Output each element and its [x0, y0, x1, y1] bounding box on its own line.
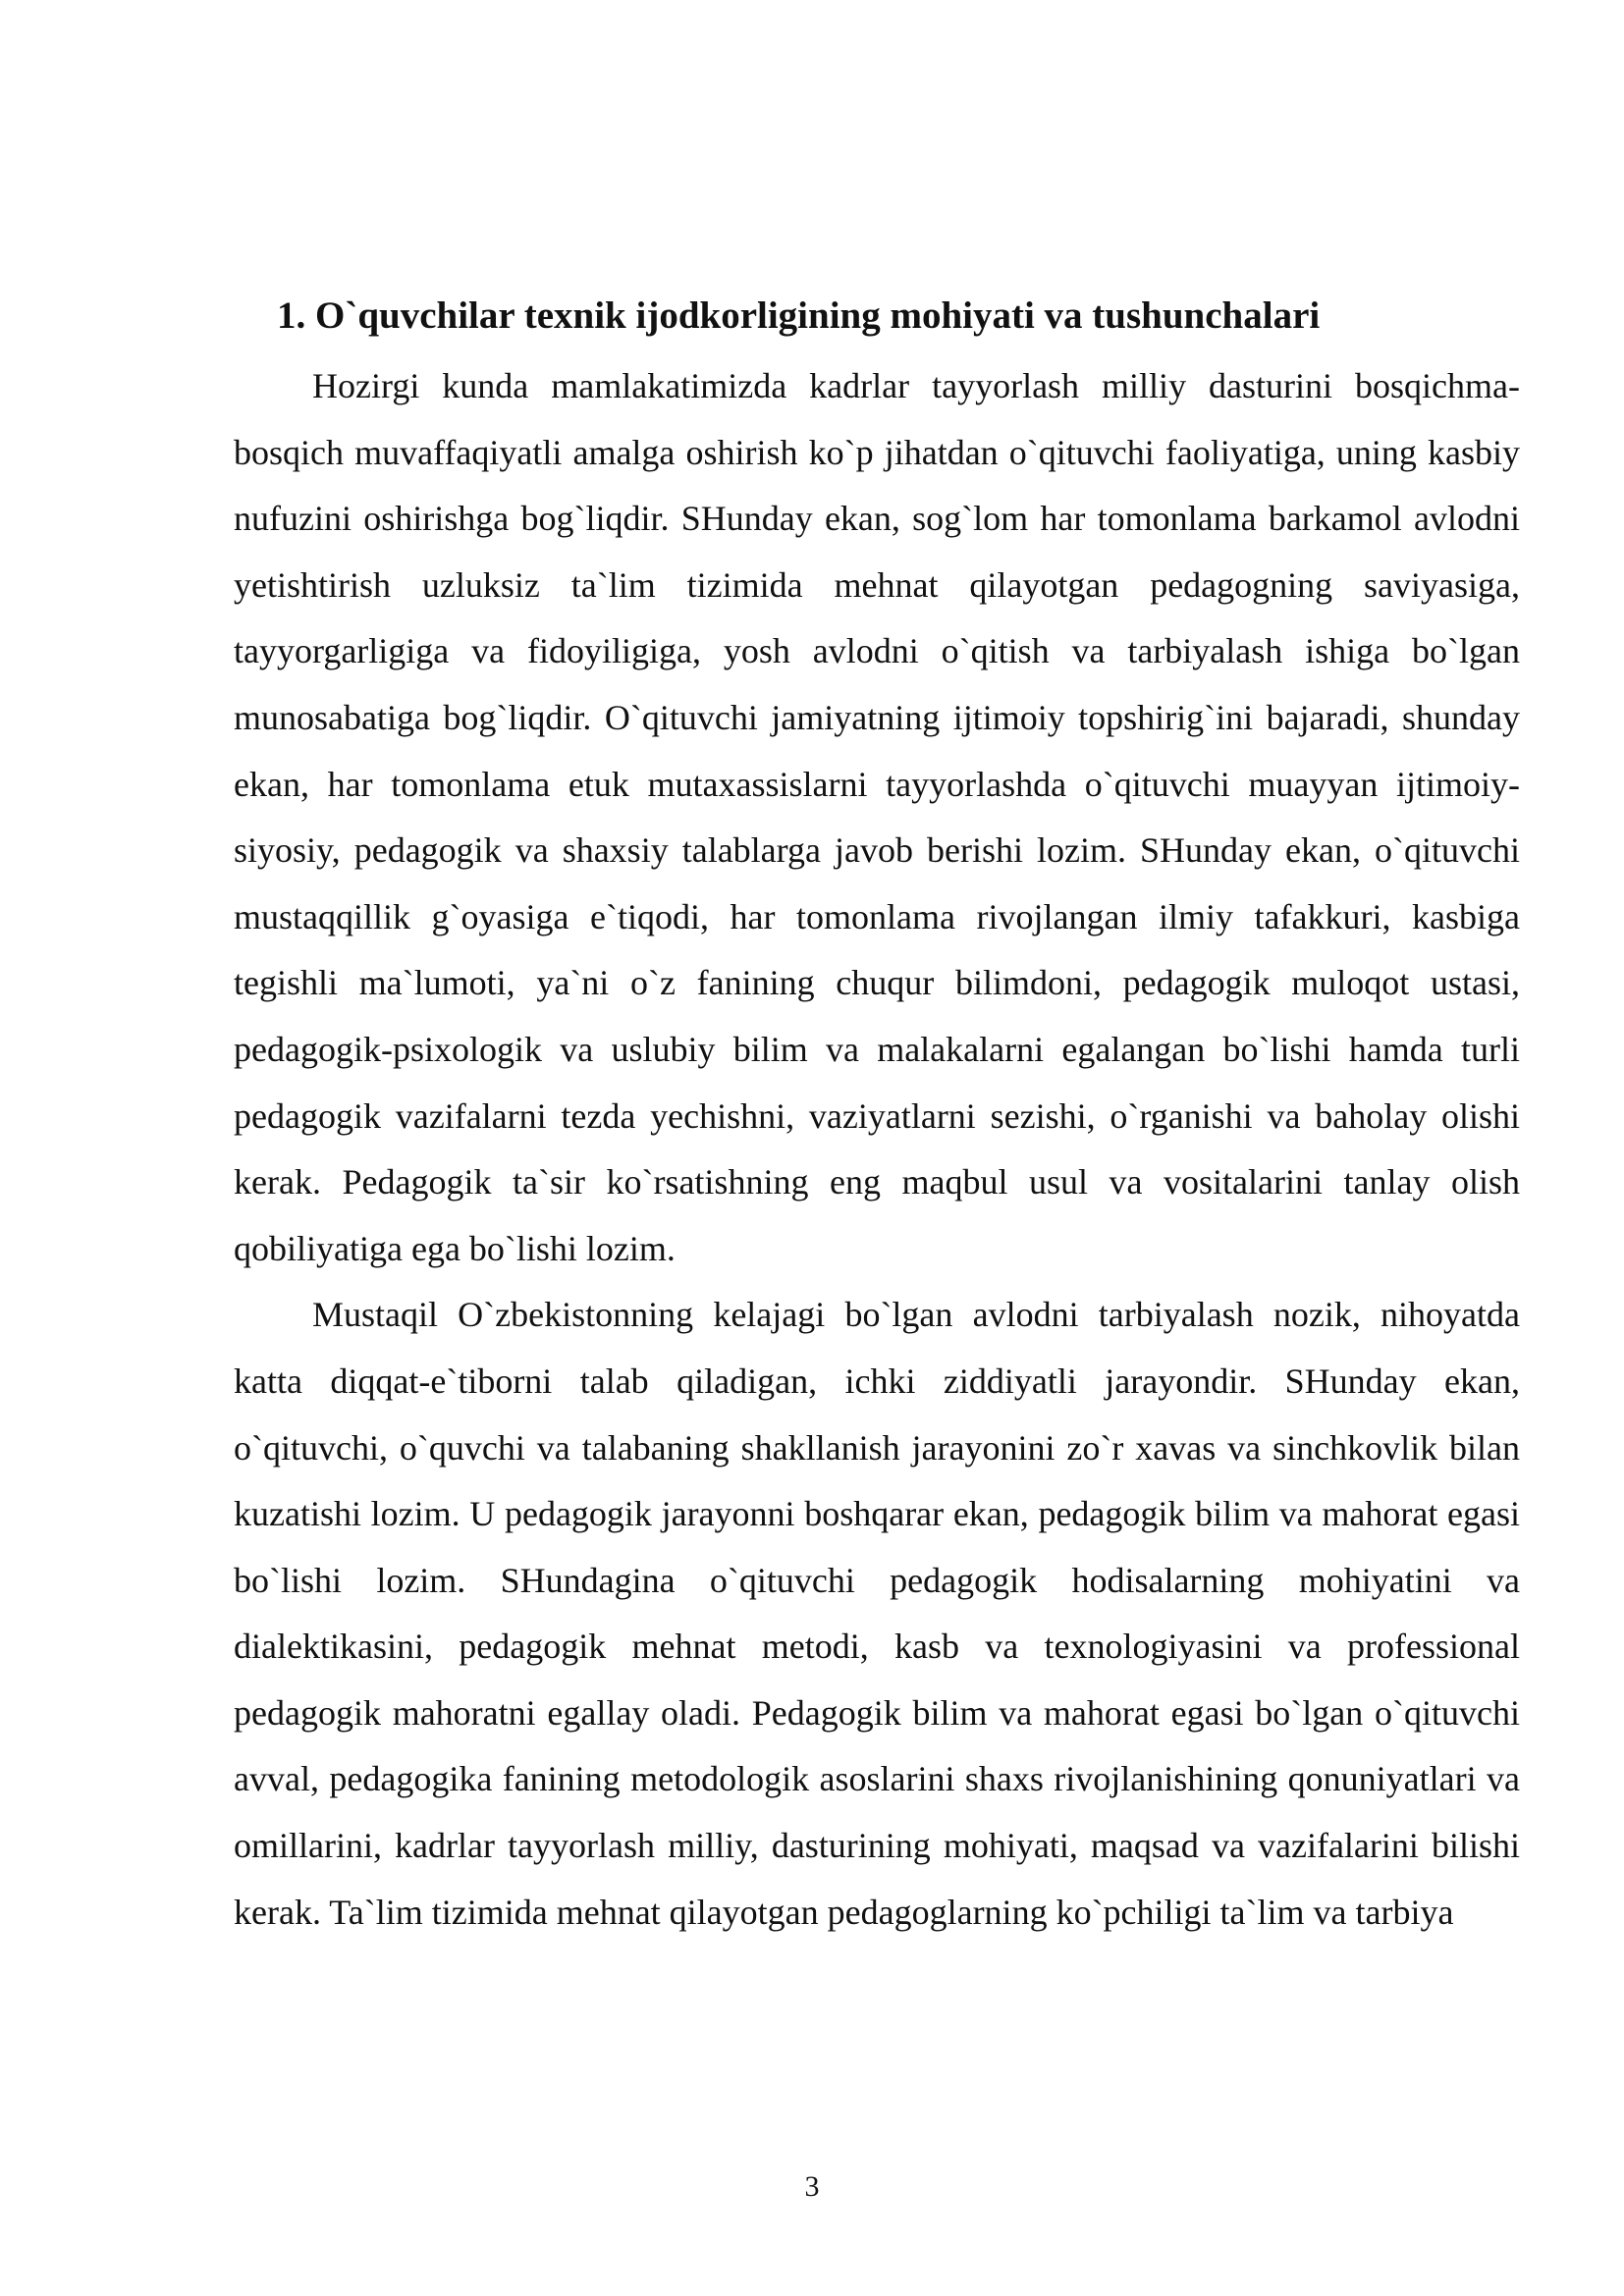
paragraph-2: Mustaqil O`zbekistonning kelajagi bo`lgan avlodni tarbiyalash nozik, nihoyatda katta diqqat-e`tiborni talab qiladigan, ichki ziddiyatli jarayondir. SHunday ekan, o`qituvchi, o`quvchi va talabaning shakllanish jarayonini zo`r xavas va sinchkovlik bilan kuzatishi lozim. U pedagogik jarayonni boshqarar ekan, pedagogik bilim va mahorat egasi bo`lishi lozim. SHundagina o`qituvchi pedagogik hodisalarning mohiyatini va dialektikasini, pedagogik mehnat metodi, kasb va texnologiyasini va professional pedagogik mahoratni egallay oladi. Pedagogik bilim va mahorat egasi bo`lgan o`qituvchi avval, pedagogika fanining metodologik asoslarini shaxs rivojlanishining qonuniyatlari va omillarini, kadrlar tayyorlash milliy, dasturining mohiyati, maqsad va vazifalarini bilishi kerak. Ta`lim tizimida mehnat qilayotgan pedagoglarning ko`pchiligi ta`lim va tarbiya	[234, 1295, 1520, 1932]
page-number: 3	[804, 2170, 820, 2203]
section-heading: 1. O`quvchilar texnik ijodkorligining mohiyati va tushunchalari	[277, 294, 1321, 337]
body-text	[234, 353, 1520, 1946]
paragraph-1: Hozirgi kunda mamlakatimizda kadrlar tayyorlash milliy dasturini bosqichma-bosqich muvaffaqiyatli amalga oshirish ko`p jihatdan o`qituvchi faoliyatiga, uning kasbiy nufuzini oshirishga bog`liqdir. SHunday ekan, sog`lom har tomonlama barkamol avlodni yetishtirish uzluksiz ta`lim tizimida mehnat qilayotgan pedagogning saviyasiga, tayyorgarligiga va fidoyiligiga, yosh avlodni o`qitish va tarbiyalash ishiga bo`lgan munosabatiga bog`liqdir. O`qituvchi jamiyatning ijtimoiy topshirig`ini bajaradi, shunday ekan, har tomonlama etuk mutaxassislarni tayyorlashda o`qituvchi muayyan ijtimoiy-siyosiy, pedagogik va shaxsiy talablarga javob berishi lozim. SHunday ekan, o`qituvchi mustaqqillik g`oyasiga e`tiqodi, har tomonlama rivojlangan ilmiy tafakkuri, kasbiga tegishli ma`lumoti, ya`ni o`z fanining chuqur bilimdoni, pedagogik muloqot ustasi, pedagogik-psixologik va uslubiy bilim va malakalarni egalangan bo`lishi hamda turli pedagogik vazifalarni tezda yechishni, vaziyatlarni sezishi, o`rganishi va baholay olishi kerak. Pedagogik ta`sir ko`rsatishning eng maqbul usul va vositalarini tanlay olish qobiliyatiga ega bo`lishi lozim.	[234, 366, 1520, 1268]
